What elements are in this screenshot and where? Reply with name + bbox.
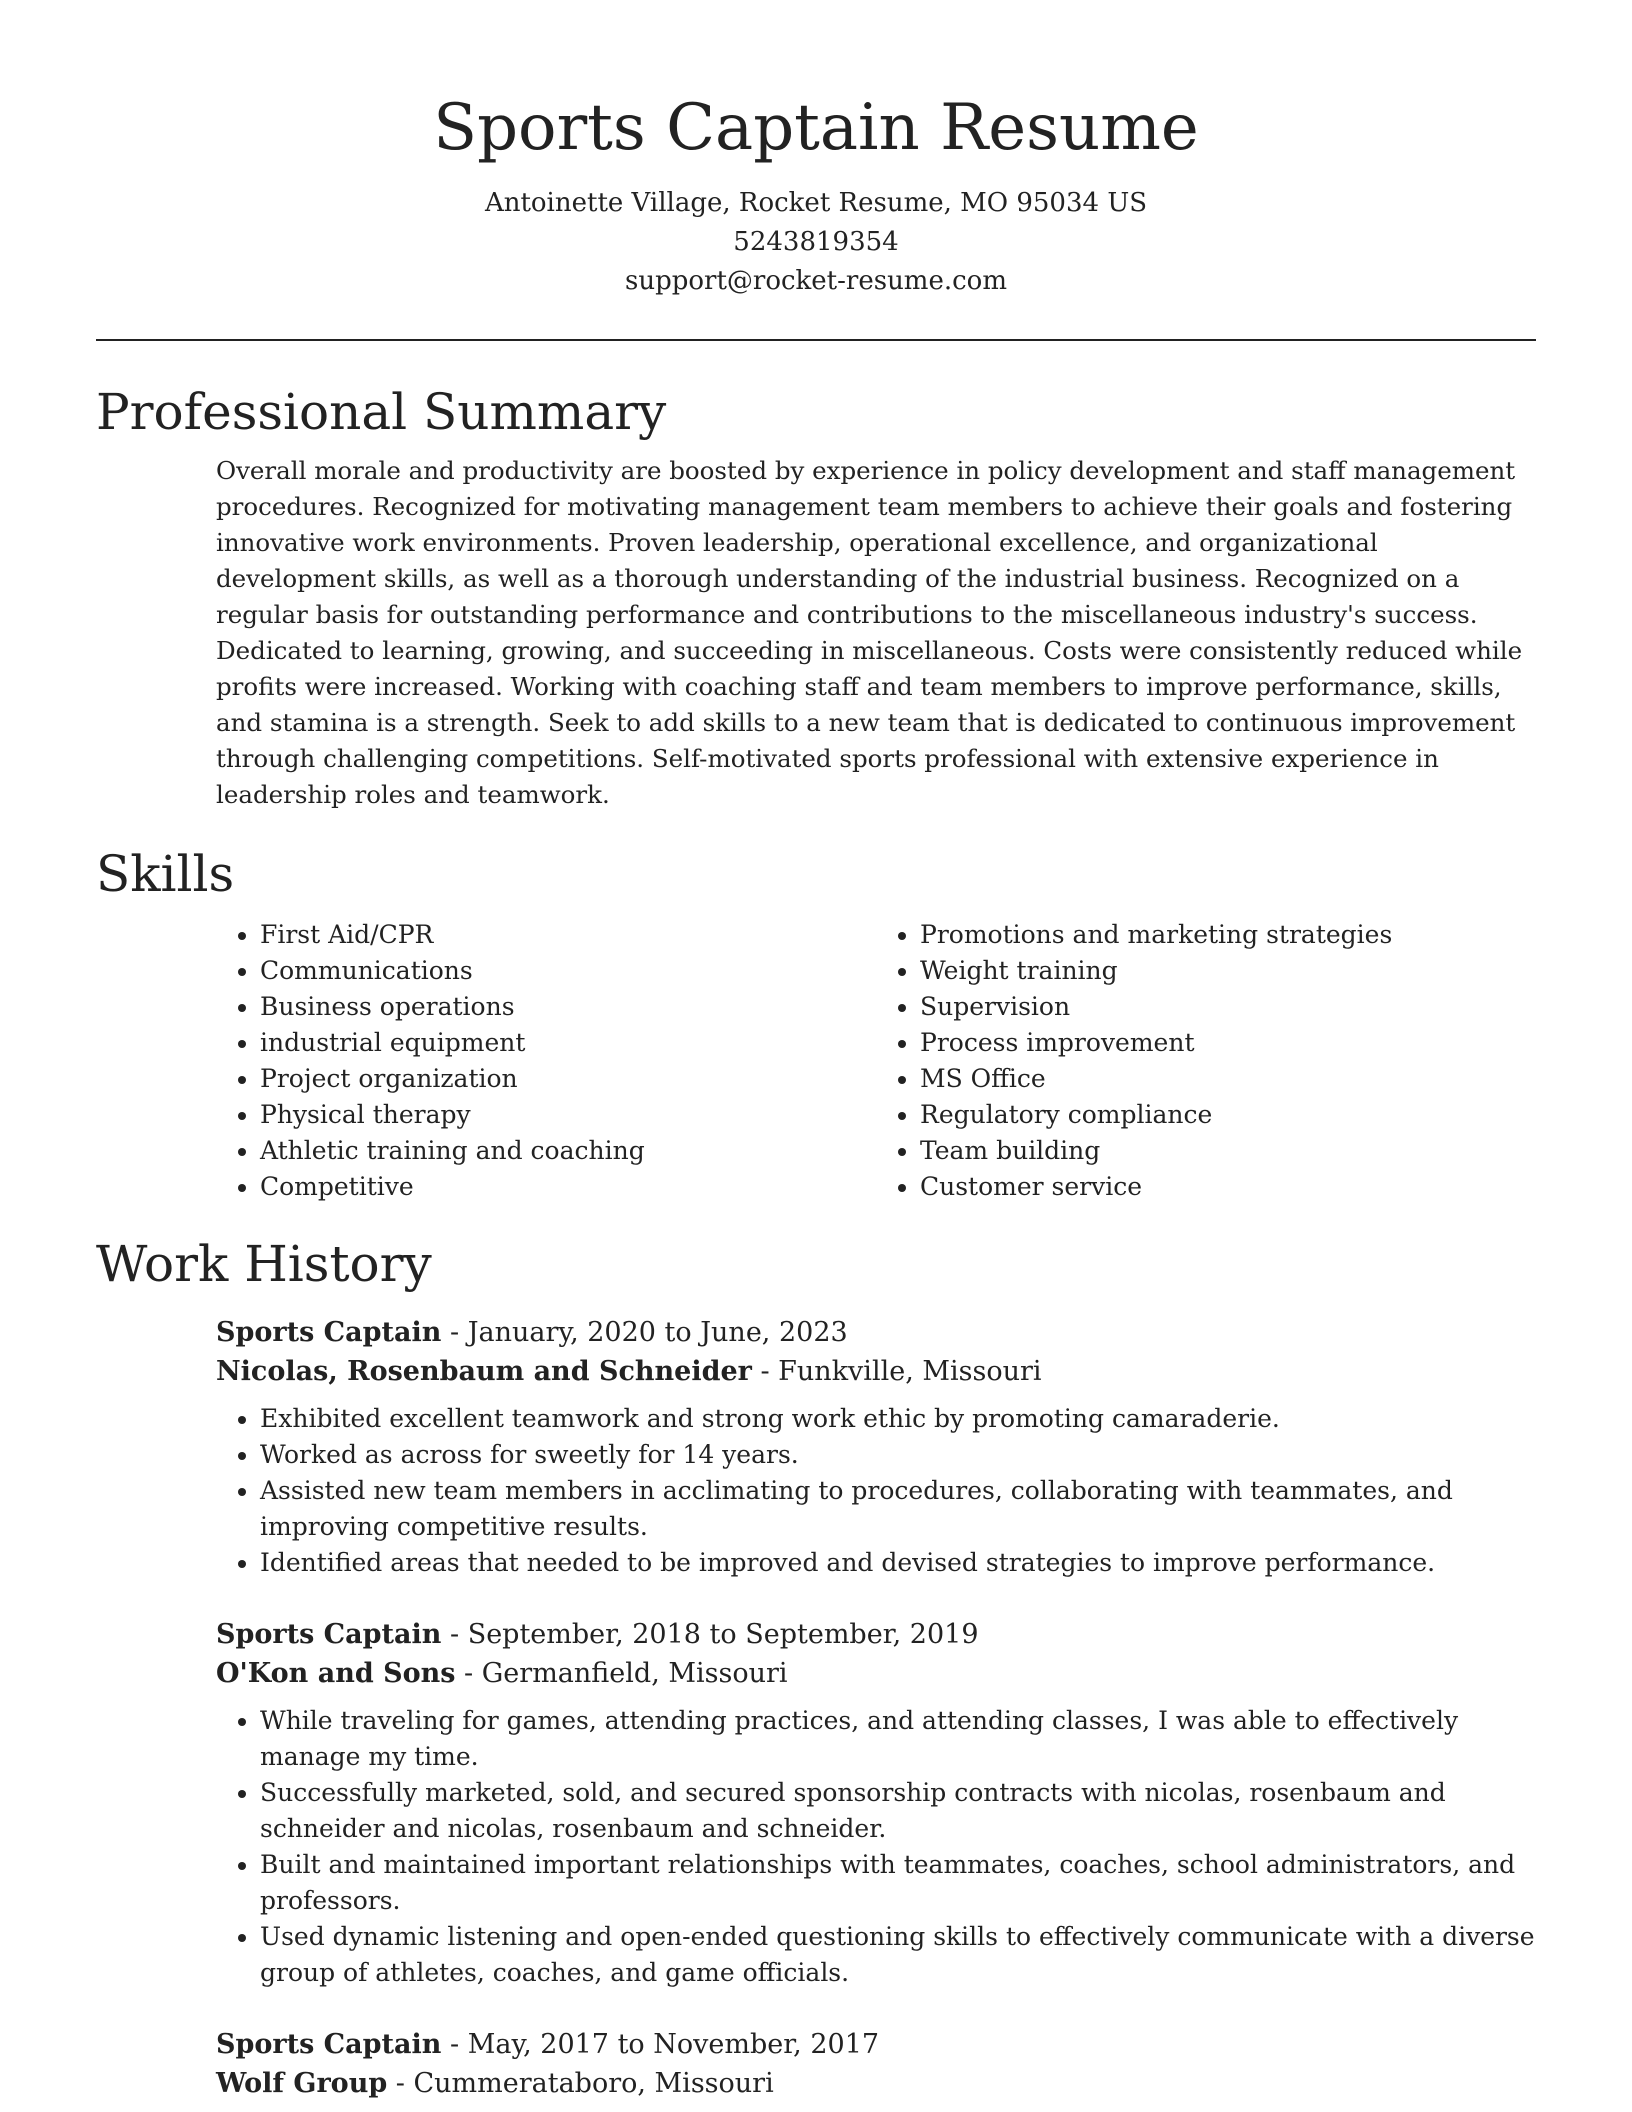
skill-item: • Physical therapy <box>260 1097 876 1133</box>
job-bullet: • Assisted new team members in acclimating to procedures, collaborating with teammates, and improving competitive results. <box>260 1473 1536 1545</box>
skill-item: • Athletic training and coaching <box>260 1133 876 1169</box>
job-company-line <box>216 1352 1536 1391</box>
job-bullet: • Used dynamic listening and open-ended questioning skills to effectively communicate with a diverse group of athletes, coaches, and game officials. <box>260 1919 1536 1991</box>
job-title-line <box>216 1313 1536 1352</box>
job-company-line <box>216 2064 1536 2103</box>
job-dates: - May, 2017 to November, 2017 <box>441 2029 880 2060</box>
job-dates: - January, 2020 to June, 2023 <box>441 1317 848 1348</box>
contact-address: Antoinette Village, Rocket Resume, MO 95034 US <box>484 188 1148 218</box>
header-divider <box>96 339 1536 341</box>
skill-item: • Weight training <box>920 953 1536 989</box>
job-bullet: • Worked as across for sweetly for 14 years. <box>260 1437 1536 1473</box>
job-bullets <box>216 1703 1536 1991</box>
skills-column-left <box>216 917 876 1205</box>
job-location: - Funkville, Missouri <box>751 1356 1042 1387</box>
job-dates: - September, 2018 to September, 2019 <box>441 1619 979 1650</box>
skill-item: • Team building <box>920 1133 1536 1169</box>
job-bullet: • Exhibited excellent teamwork and strong work ethic by promoting camaraderie. <box>260 1401 1536 1437</box>
job-bullet: • Identified areas that needed to be improved and devised strategies to improve performance. <box>260 1545 1536 1581</box>
resume-header <box>96 0 1536 301</box>
skill-item: • Promotions and marketing strategies <box>920 917 1536 953</box>
skill-item: • First Aid/CPR <box>260 917 876 953</box>
job-entry <box>216 1615 1536 1991</box>
job-title-line <box>216 1615 1536 1654</box>
skills-grid <box>216 917 1536 1205</box>
skills-column-right <box>876 917 1536 1205</box>
job-company: O'Kon and Sons <box>216 1658 456 1689</box>
job-bullets <box>216 1401 1536 1581</box>
summary-text: Overall morale and productivity are boosted by experience in policy development and staff management procedures. Recognized for motivating management team members to achieve their goals and fostering innovative work environments. Proven leadership, operational excellence, and organizational development skills, as well as a thorough understanding of the industrial business. Recognized on a regular basis for outstanding performance and contributions to the miscellaneous industry's success. Dedicated to learning, growing, and succeeding in miscellaneous. Costs were consistently reduced while profits were increased. Working with coaching staff and team members to improve performance, skills, and stamina is a strength. Seek to add skills to a new team that is dedicated to continuous improvement through challenging competitions. Self-motivated sports professional with extensive experience in leadership roles and teamwork. <box>216 456 1523 809</box>
skill-item: • Business operations <box>260 989 876 1025</box>
job-company-line <box>216 1654 1536 1693</box>
skill-item: • Competitive <box>260 1169 876 1205</box>
skill-item: • Process improvement <box>920 1025 1536 1061</box>
job-bullet: • Built and maintained important relationships with teammates, coaches, school administrators, and professors. <box>260 1847 1536 1919</box>
section-heading-summary: Professional Summary <box>96 383 667 441</box>
job-title-line <box>216 2025 1536 2064</box>
job-company: Nicolas, Rosenbaum and Schneider <box>216 1356 752 1387</box>
job-title: Sports Captain <box>216 1317 442 1348</box>
resume-page <box>96 0 1536 2103</box>
skill-item: • MS Office <box>920 1061 1536 1097</box>
skill-item: • Project organization <box>260 1061 876 1097</box>
skill-item: • Customer service <box>920 1169 1536 1205</box>
section-heading-work-history: Work History <box>96 1235 432 1293</box>
job-bullet: • Successfully marketed, sold, and secured sponsorship contracts with nicolas, rosenbaum and schneider and nicolas, rosenbaum and schneider. <box>260 1775 1536 1847</box>
contact-block <box>96 184 1536 301</box>
job-location: - Cummerataboro, Missouri <box>387 2068 774 2099</box>
job-company: Wolf Group <box>216 2068 388 2099</box>
section-heading-skills: Skills <box>96 845 235 903</box>
job-title: Sports Captain <box>216 1619 442 1650</box>
skills-section <box>96 839 1536 1205</box>
skill-item: • Supervision <box>920 989 1536 1025</box>
professional-summary-section <box>96 377 1536 813</box>
skill-item: • industrial equipment <box>260 1025 876 1061</box>
contact-email: support@rocket-resume.com <box>624 266 1007 296</box>
job-entry <box>216 1313 1536 1581</box>
resume-title: Sports Captain Resume <box>433 91 1199 165</box>
job-bullet: • While traveling for games, attending practices, and attending classes, I was able to effectively manage my time. <box>260 1703 1536 1775</box>
contact-phone: 5243819354 <box>733 227 899 257</box>
job-entry <box>216 2025 1536 2103</box>
skill-item: • Regulatory compliance <box>920 1097 1536 1133</box>
job-title: Sports Captain <box>216 2029 442 2060</box>
job-location: - Germanfield, Missouri <box>455 1658 788 1689</box>
skill-item: • Communications <box>260 953 876 989</box>
work-history-section <box>96 1229 1536 2103</box>
